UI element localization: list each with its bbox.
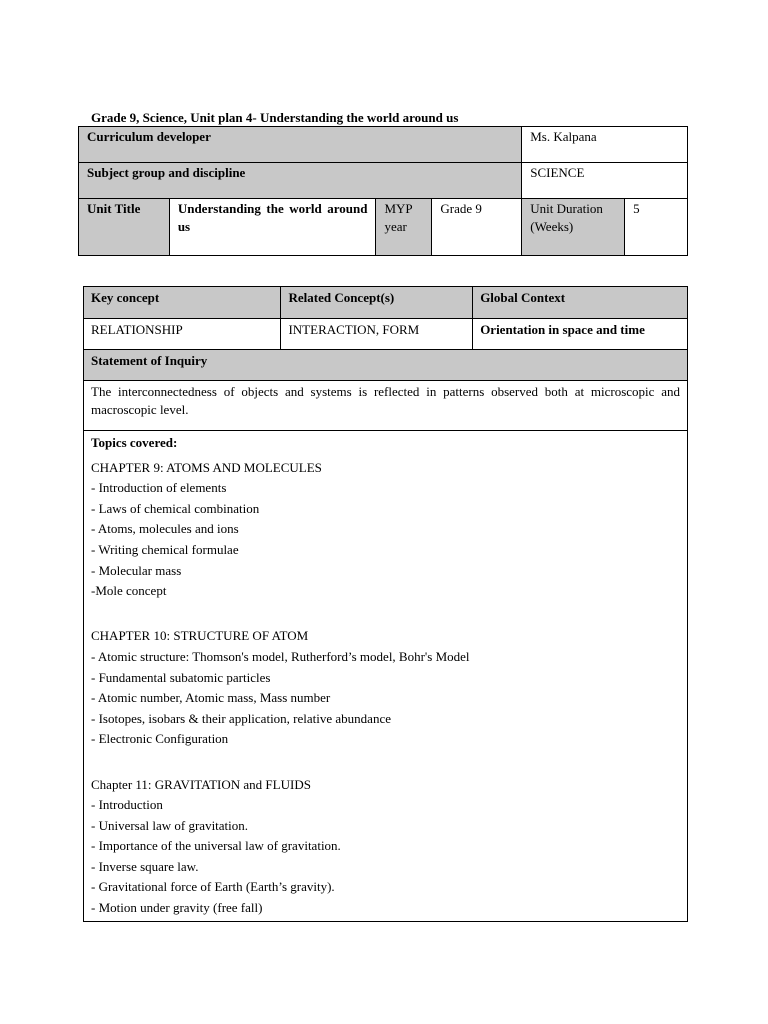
topic-item: - Atomic structure: Thomson's model, Rutherford’s model, Bohr's Model: [91, 648, 470, 664]
related-concepts-value: INTERACTION, FORM: [281, 319, 473, 350]
concepts-table: [83, 286, 688, 922]
topic-item: - Introduction: [91, 797, 163, 813]
key-concept-value: RELATIONSHIP: [84, 319, 281, 350]
subject-group-value: SCIENCE: [522, 163, 688, 199]
statement-of-inquiry-label: Statement of Inquiry: [84, 350, 688, 381]
topics-label: Topics covered:: [91, 435, 178, 450]
topic-item: - Writing chemical formulae: [91, 541, 239, 557]
global-context-value: Orientation in space and time: [473, 319, 688, 350]
topic-item: - Electronic Configuration: [91, 731, 229, 747]
unit-duration-value: 5: [625, 199, 688, 256]
topic-item: - Universal law of gravitation.: [91, 817, 249, 833]
topics-cell: [84, 431, 688, 922]
chapters-list: [91, 458, 680, 919]
chapter-title: CHAPTER 10: STRUCTURE OF ATOM: [91, 628, 309, 644]
chapter-title: Chapter 11: GRAVITATION and FLUIDS: [91, 776, 311, 792]
global-context-label: Global Context: [473, 287, 688, 319]
unit-title-label: Unit Title: [79, 199, 170, 256]
grade-value: Grade 9: [432, 199, 522, 256]
topic-item: - Molecular mass: [91, 562, 182, 578]
unit-duration-label: Unit Duration (Weeks): [522, 199, 625, 256]
topic-item: - Introduction of elements: [91, 480, 227, 496]
topic-item: - Gravitational force of Earth (Earth’s gravity).: [91, 879, 335, 895]
curriculum-developer-value: Ms. Kalpana: [522, 127, 688, 163]
key-concept-label: Key concept: [84, 287, 281, 319]
curriculum-developer-label: Curriculum developer: [79, 127, 522, 163]
statement-of-inquiry-text: The interconnectedness of objects and systems is reflected in patterns observed both at microscopic and macroscopic level.: [84, 381, 688, 431]
chapter-spacer: [91, 750, 680, 771]
document-title: Grade 9, Science, Unit plan 4- Understanding the world around us: [91, 110, 459, 125]
topic-item: - Motion under gravity (free fall): [91, 900, 263, 916]
unit-title-value: Understanding the world around us: [169, 199, 376, 256]
myp-year-label: MYP year: [376, 199, 432, 256]
topic-item: -Mole concept: [91, 583, 167, 599]
chapter-spacer: [91, 602, 680, 623]
topic-item: - Laws of chemical combination: [91, 500, 260, 516]
unit-info-table: [78, 126, 688, 256]
topic-item: - Importance of the universal law of gravitation.: [91, 838, 341, 854]
topic-item: - Atomic number, Atomic mass, Mass number: [91, 690, 331, 706]
subject-group-label: Subject group and discipline: [79, 163, 522, 199]
topic-item: - Fundamental subatomic particles: [91, 669, 271, 685]
topic-item: - Isotopes, isobars & their application, relative abundance: [91, 710, 391, 726]
topic-item: - Atoms, molecules and ions: [91, 521, 239, 537]
topic-item: - Inverse square law.: [91, 858, 199, 874]
related-concepts-label: Related Concept(s): [281, 287, 473, 319]
chapter-title: CHAPTER 9: ATOMS AND MOLECULES: [91, 459, 322, 475]
